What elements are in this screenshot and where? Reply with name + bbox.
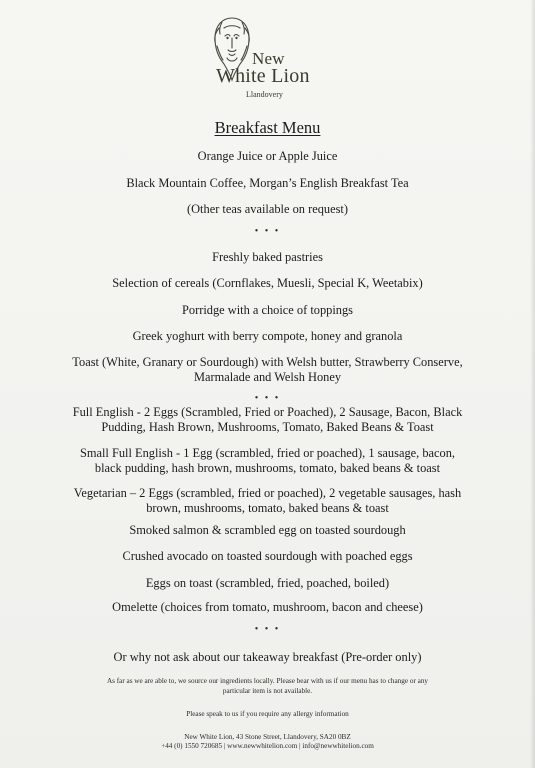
menu-item-eggs-on-toast: Eggs on toast (scrambled, fried, poached, boiled)	[145, 576, 390, 590]
menu-title: Breakfast Menu	[214, 118, 321, 137]
footer-address: New White Lion, 43 Stone Street, Llandovery, SA20 0BZ	[184, 733, 351, 741]
menu-item-cereals: Selection of cereals (Cornflakes, Muesli, Special K, Weetabix)	[112, 276, 423, 290]
logo-location: Llandovery	[246, 90, 283, 99]
menu-item-small-english-line2: black pudding, hash brown, mushrooms, tomato, baked beans & toast	[94, 461, 441, 475]
sourcing-note-line2: particular item is not available.	[222, 687, 313, 695]
takeaway-note: Or why not ask about our takeaway breakfast (Pre-order only)	[113, 650, 422, 664]
menu-item-small-english-line1: Small Full English - 1 Egg (scrambled, fried or poached), 1 sausage, bacon,	[79, 446, 456, 460]
menu-item-smoked-salmon: Smoked salmon & scrambled egg on toasted sourdough	[129, 523, 406, 537]
separator-3: • • •	[254, 624, 281, 635]
menu-item-omelette: Omelette (choices from tomato, mushroom, bacon and cheese)	[112, 600, 423, 614]
menu-item-toast-line1: Toast (White, Granary or Sourdough) with Welsh butter, Strawberry Conserve,	[72, 355, 463, 369]
menu-item-yoghurt: Greek yoghurt with berry compote, honey and granola	[132, 329, 403, 343]
hotel-logo	[206, 12, 326, 104]
sourcing-note-line1: As far as we are able to, we source our ingredients locally. Please bear with us if our menu has to change or any	[106, 677, 429, 685]
menu-item-full-english-line1: Full English - 2 Eggs (Scrambled, Fried or Poached), 2 Sausage, Bacon, Black	[72, 405, 463, 419]
separator-1: • • •	[254, 226, 281, 237]
menu-item-pastries: Freshly baked pastries	[212, 250, 323, 264]
menu-item-toast-line2: Marmalade and Welsh Honey	[193, 370, 342, 384]
logo-name-line1: New	[252, 49, 285, 68]
menu-item-avocado: Crushed avocado on toasted sourdough with poached eggs	[122, 549, 413, 563]
logo-name-line2: White Lion	[216, 65, 310, 87]
drinks-other-teas: (Other teas available on request)	[186, 202, 348, 216]
menu-item-porridge: Porridge with a choice of toppings	[181, 303, 354, 317]
drinks-juice: Orange Juice or Apple Juice	[197, 149, 338, 163]
menu-item-vegetarian-line1: Vegetarian – 2 Eggs (scrambled, fried or poached), 2 vegetable sausages, hash	[73, 486, 462, 500]
footer-contact: +44 (0) 1550 720685 | www.newwhitelion.com | info@newwhitelion.com	[161, 742, 374, 750]
separator-2: • • •	[254, 393, 281, 404]
paper-edge-shadow	[530, 0, 535, 768]
allergy-note: Please speak to us if you require any allergy information	[186, 710, 349, 718]
drinks-coffee-tea: Black Mountain Coffee, Morgan’s English Breakfast Tea	[126, 176, 409, 190]
menu-item-full-english-line2: Pudding, Hash Brown, Mushrooms, Tomato, Baked Beans & Toast	[101, 420, 434, 434]
menu-item-vegetarian-line2: brown, mushrooms, tomato, baked beans & toast	[146, 501, 389, 515]
